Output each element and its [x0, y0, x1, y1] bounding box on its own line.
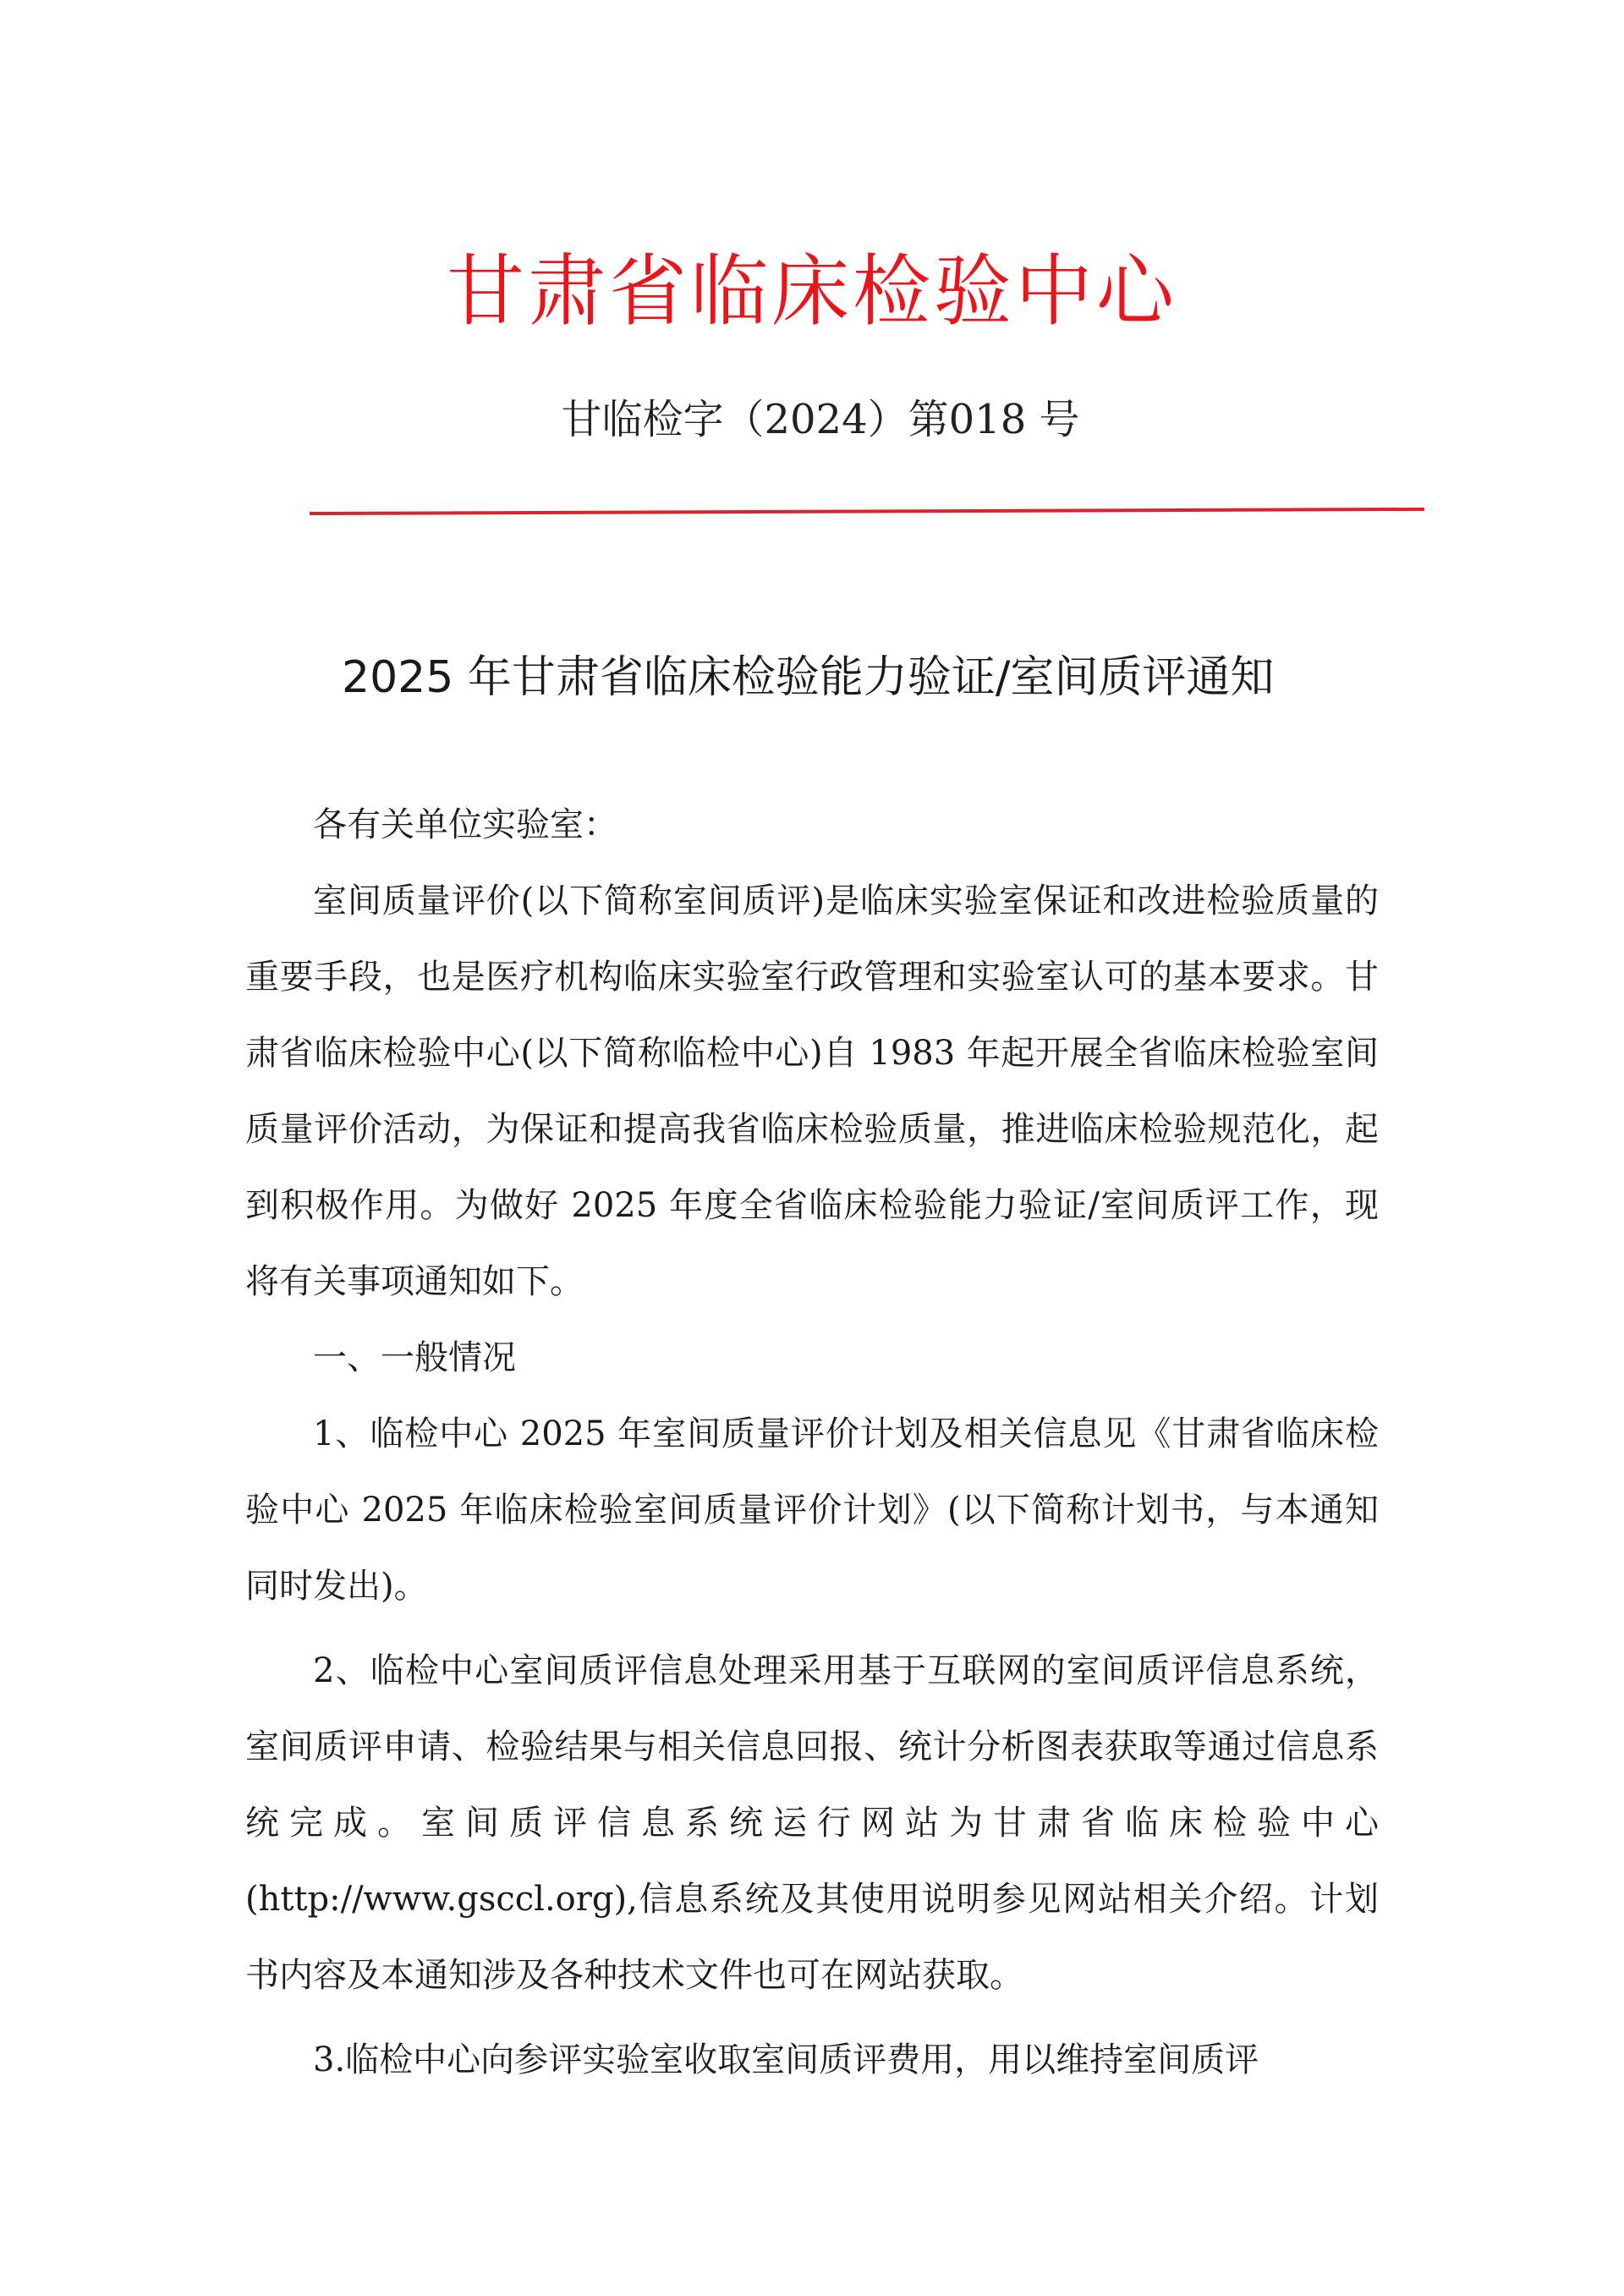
header-divider: [310, 508, 1424, 515]
item-paragraph-2: 2、临检中心室间质评信息处理采用基于互联网的室间质评信息系统，室间质评申请、检验结果与相关信息回报、统计分析图表获取等通过信息系统完成。室间质评信息系统运行网站为甘肃省临床检验中心(http://www.gsccl.org),信息系统及其使用说明参见网站相关介绍。计划书内容及本通知涉及各种技术文件也可在网站获取。: [245, 1651, 1379, 1995]
notice-title: 2025 年甘肃省临床检验能力验证/室间质评通知: [342, 652, 1275, 703]
item-paragraph-3: 3.临检中心向参评实验室收取室间质评费用，用以维持室间质评: [313, 2041, 1259, 2079]
document-number: 甘临检字（2024）第018 号: [561, 396, 1080, 443]
organization-title: 甘肃省临床检验中心: [446, 246, 1177, 337]
item-paragraph-1: 1、临检中心 2025 年室间质量评价计划及相关信息见《甘肃省临床检验中心 2025 年临床检验室间质量评价计划》(以下简称计划书，与本通知同时发出)。: [245, 1414, 1379, 1606]
section-heading: 一、一般情况: [313, 1338, 516, 1377]
notice-body: [245, 787, 1379, 2098]
intro-paragraph: 室间质量评价(以下简称室间质评)是临床实验室保证和改进检验质量的重要手段，也是医疗机构临床实验室行政管理和实验室认可的基本要求。甘肃省临床检验中心(以下简称临检中心)自 1983 年起开展全省临床检验室间质量评价活动，为保证和提高我省临床检验质量，推进临床检验规范化，起到积极作用。为做好 2025 年度全省临床检验能力验证/室间质评工作，现将有关事项通知如下。: [245, 882, 1379, 1301]
salutation: 各有关单位实验室：: [313, 805, 617, 844]
